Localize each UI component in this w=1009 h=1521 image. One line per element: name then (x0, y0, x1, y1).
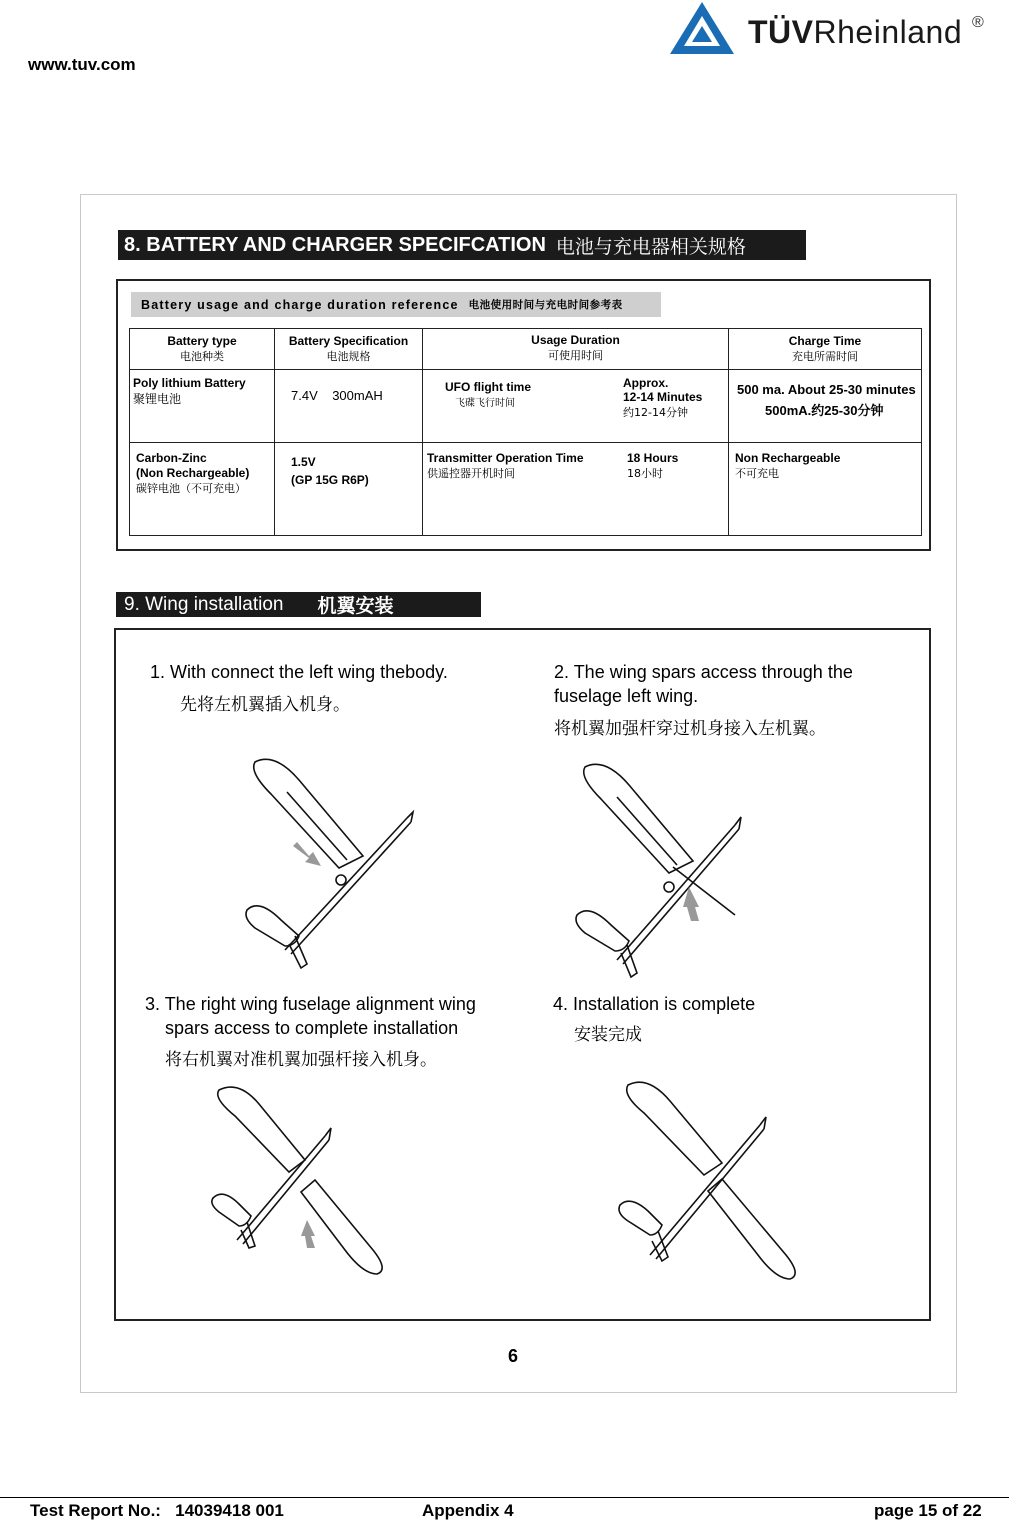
step-1-text-zh: 先将左机翼插入机身。 (180, 695, 350, 715)
tuv-triangle-logo-icon (668, 0, 736, 58)
website-url: www.tuv.com (28, 55, 136, 74)
table-row (130, 370, 922, 443)
step-4-text-zh: 安装完成 (574, 1025, 642, 1045)
col-header-battery-spec: Battery Specification 电池规格 (275, 329, 423, 370)
manual-page-number: 6 (508, 1346, 519, 1366)
step-2-plane-illustration (565, 755, 755, 980)
step-1-plane-illustration (235, 750, 425, 975)
page-indicator: page 15 of 22 (874, 1501, 982, 1520)
section-9-title: 9. Wing installation 机翼安装 (116, 592, 481, 617)
step-3-text-zh: 将右机翼对准机翼加强杆接入机身。 (165, 1050, 437, 1070)
col-header-battery-type: Battery type 电池种类 (130, 329, 275, 370)
footer-rule (0, 1497, 1009, 1498)
registered-mark: ® (972, 14, 984, 31)
battery-spec-table (129, 328, 922, 536)
appendix-label: Appendix 4 (422, 1501, 514, 1520)
section-8-title: 8. BATTERY AND CHARGER SPECIFCATION 电池与充电器相关规格 (118, 230, 806, 260)
cell-usage: UFO flight time 飞碟飞行时间 Approx. 12-14 Minutes 约12-14分钟 (423, 370, 729, 443)
cell-type: Poly lithium Battery 聚锂电池 (130, 370, 275, 443)
report-number: Test Report No.: 14039418 001 (30, 1501, 284, 1520)
step-2-text: 2. The wing spars access through the (554, 662, 853, 682)
step-3-plane-illustration (205, 1080, 395, 1280)
table-row (130, 443, 922, 536)
table-header-row (130, 329, 922, 370)
cell-spec: 7.4V 300mAH (275, 370, 423, 443)
brand-name: TÜVRheinland (748, 14, 963, 50)
cell-charge: Non Rechargeable 不可充电 (729, 443, 922, 536)
step-2-text-zh: 将机翼加强杆穿过机身接入左机翼。 (554, 719, 826, 739)
step-4-text: 4. Installation is complete (553, 994, 756, 1014)
cell-type: Carbon-Zinc (Non Rechargeable) 碳锌电池（不可充电） (130, 443, 275, 536)
cell-usage: Transmitter Operation Time 供遥控器开机时间 18 Hours 18小时 (423, 443, 729, 536)
cell-charge: 500 ma. About 25-30 minutes 500mA.约25-30分钟 (729, 370, 922, 443)
step-2-text-line2: fuselage left wing. (554, 686, 699, 706)
step-4-plane-illustration (610, 1075, 810, 1285)
col-header-charge-time: Charge Time 充电所需时间 (729, 329, 922, 370)
step-1-text: 1. With connect the left wing thebody. (150, 662, 448, 682)
col-header-usage-duration: Usage Duration 可使用时间 (423, 329, 729, 370)
step-3-text: 3. The right wing fuselage alignment wing (145, 994, 476, 1014)
cell-spec: 1.5V (GP 15G R6P) (275, 443, 423, 536)
step-3-text-line2: spars access to complete installation (165, 1018, 459, 1038)
battery-table-subtitle: Battery usage and charge duration reference 电池使用时间与充电时间参考表 (131, 292, 661, 317)
